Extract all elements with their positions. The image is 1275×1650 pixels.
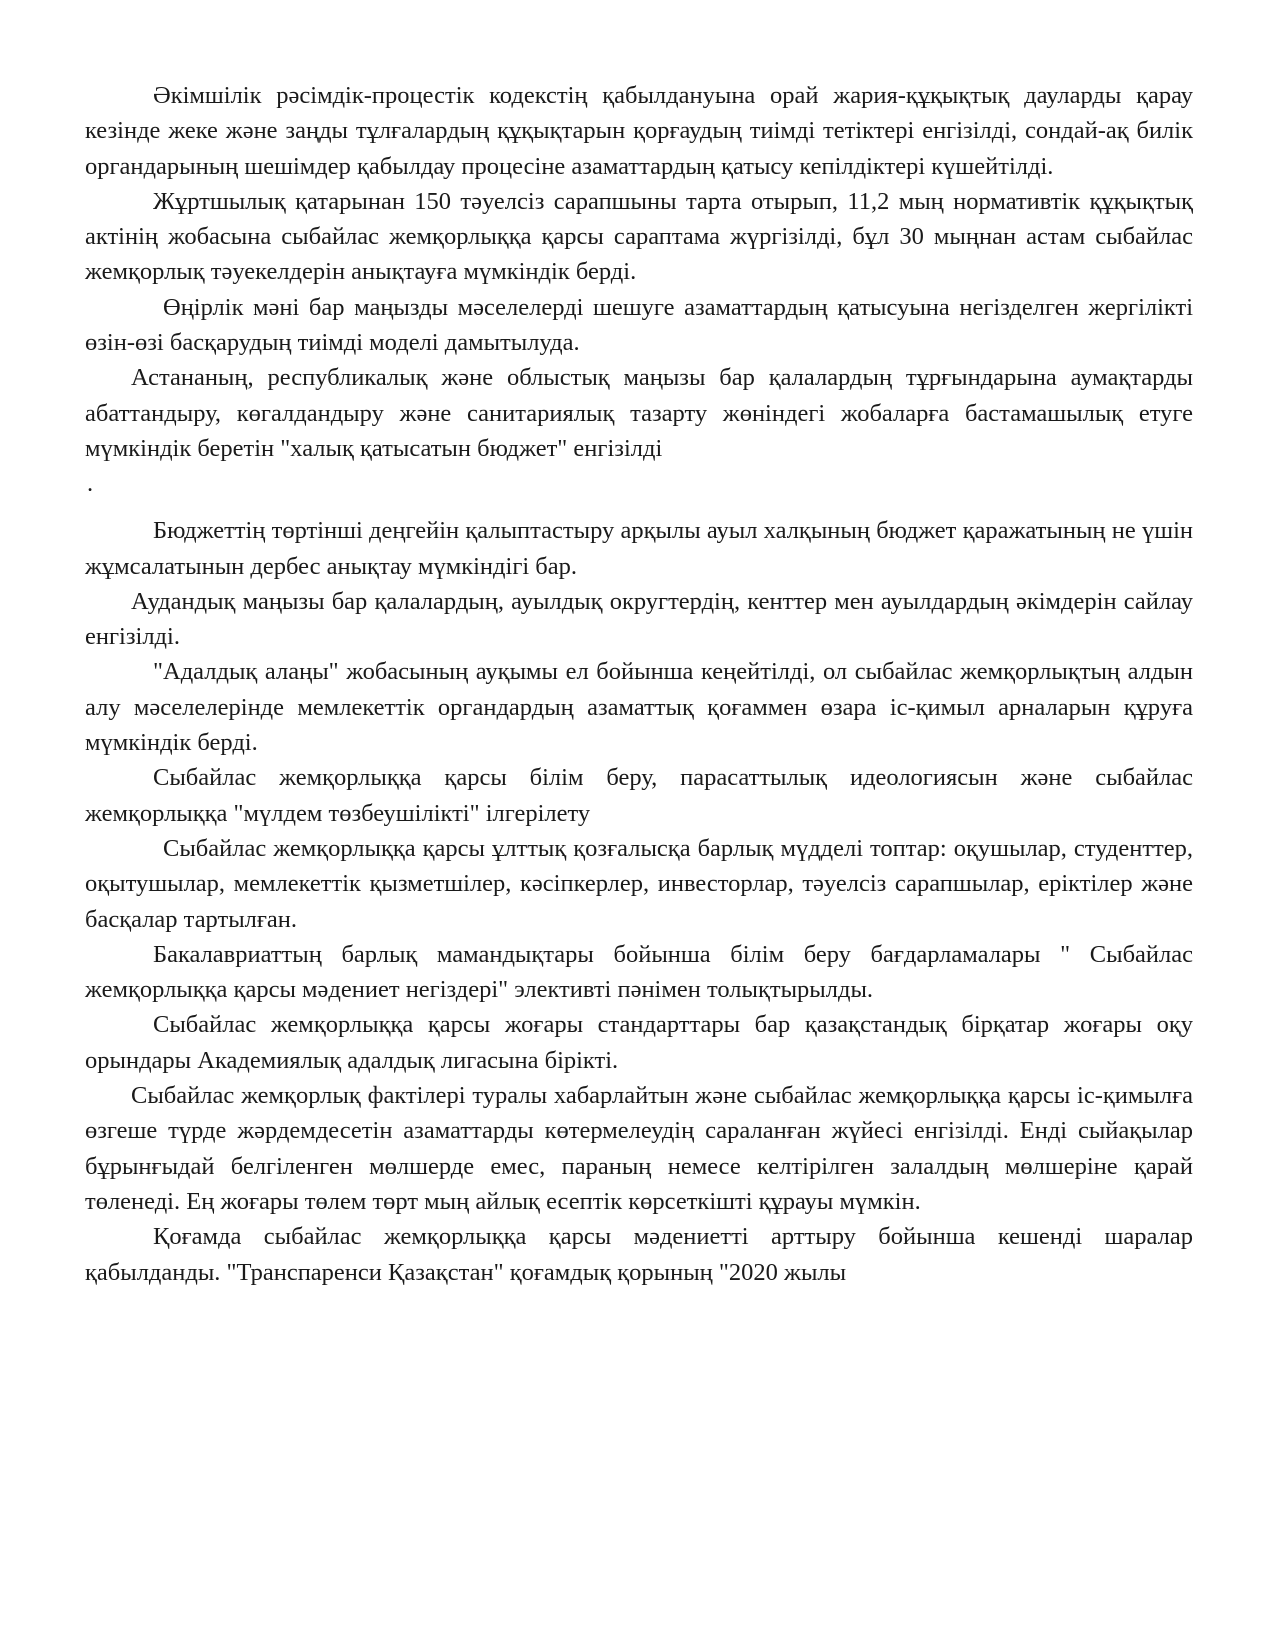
paragraph-society-measures: Қоғамда сыбайлас жемқорлыққа қарсы мәдениетті арттыру бойынша кешенді шаралар қабылданды. "Транспаренси Қазақстан" қоғамдық қорының "2020 жылы: [85, 1223, 1193, 1286]
paragraph-admin-code: Әкімшілік рәсімдік-процестік кодекстің қабылдануына орай жария-құқықтық дауларды қарау кезінде жеке және заңды тұлғалардың құқықтарын қорғаудың тиімді тетіктері енгізілді, сондай-ақ билік органдарының шешімдер қабылдау процесіне азаматтардың қатысу кепілдіктері күшейтілді.: [85, 82, 1193, 180]
paragraph-akim-elections: Аудандық маңызы бар қалалардың, ауылдық округтердің, кенттер мен ауылдардың әкімдерін сайлау енгізілді.: [85, 587, 1193, 651]
paragraph-local-government: Өңірлік мәні бар маңызды мәселелерді шешуге азаматтардың қатысуына негізделген жергілікті өзін-өзі басқарудың тиімді моделі дамытылуда.: [85, 293, 1193, 357]
paragraph-dot: .: [87, 470, 94, 498]
paragraph-bachelor-programs: Бакалавриаттың барлық мамандықтары бойынша білім беру бағдарламалары " Сыбайлас жемқорлыққа қарсы мәдениет негіздері" элективті пәнімен толықтырылды.: [85, 940, 1193, 1004]
document-page: [85, 78, 1193, 1290]
paragraph-reward-system: Сыбайлас жемқорлық фактілері туралы хабарлайтын және сыбайлас жемқорлыққа қарсы іс-қимылға өзгеше түрде жәрдемдесетін азаматтарды көтермелеудің сараланған жүйесі енгізілді. Енді сыйақылар бұрынғыдай белгіленген мөлшерде емес, параның немесе келтірілген залалдың мөлшеріне қарай төленеді. Ең жоғары төлем төрт мың айлық есептік көрсеткішті құрауы мүмкін.: [85, 1082, 1193, 1215]
paragraph-academic-league: Сыбайлас жемқорлыққа қарсы жоғары стандарттары бар қазақстандық бірқатар жоғары оқу орындары Академиялық адалдық лигасына бірікті.: [85, 1011, 1193, 1074]
paragraph-fourth-level-budget: Бюджеттің төртінші деңгейін қалыптастыру арқылы ауыл халқының бюджет қаражатының не үшін жұмсалатынын дербес анықтау мүмкіндігі бар.: [85, 517, 1193, 580]
paragraph-adaldyk-alany: "Адалдық алаңы" жобасының ауқымы ел бойынша кеңейтілді, ол сыбайлас жемқорлықтың алдын алу мәселелерінде мемлекеттік органдардың азаматтық қоғаммен өзара іс-қимыл арналарын құруға мүмкіндік берді.: [85, 658, 1193, 757]
paragraph-anticorruption-education: Сыбайлас жемқорлыққа қарсы білім беру, парасаттылық идеологиясын және сыбайлас жемқорлыққа "мүлдем төзбеушілікті" ілгерілету: [85, 764, 1193, 827]
paragraph-national-movement: Сыбайлас жемқорлыққа қарсы ұлттық қозғалысқа барлық мүдделі топтар: оқушылар, студенттер, оқытушылар, мемлекеттік қызметшілер, кәсіпкерлер, инвесторлар, тәуелсіз сарапшылар, еріктілер және басқалар тартылған.: [85, 834, 1193, 933]
paragraph-expert-review: Жұртшылық қатарынан 150 тәуелсіз сарапшыны тарта отырып, 11,2 мың нормативтік құқықтық актінің жобасына сыбайлас жемқорлыққа қарсы сараптама жүргізілді, бұл 30 мыңнан астам сыбайлас жемқорлық тәуекелдерін анықтауға мүмкіндік берді.: [85, 187, 1193, 286]
paragraph-people-budget: Астананың, республикалық және облыстық маңызы бар қалалардың тұрғындарына аумақтарды абаттандыру, көгалдандыру және санитариялық тазарту жөніндегі жобаларға бастамашылық етуге мүмкіндік беретін "халық қатысатын бюджет" енгізілді: [85, 364, 1193, 462]
